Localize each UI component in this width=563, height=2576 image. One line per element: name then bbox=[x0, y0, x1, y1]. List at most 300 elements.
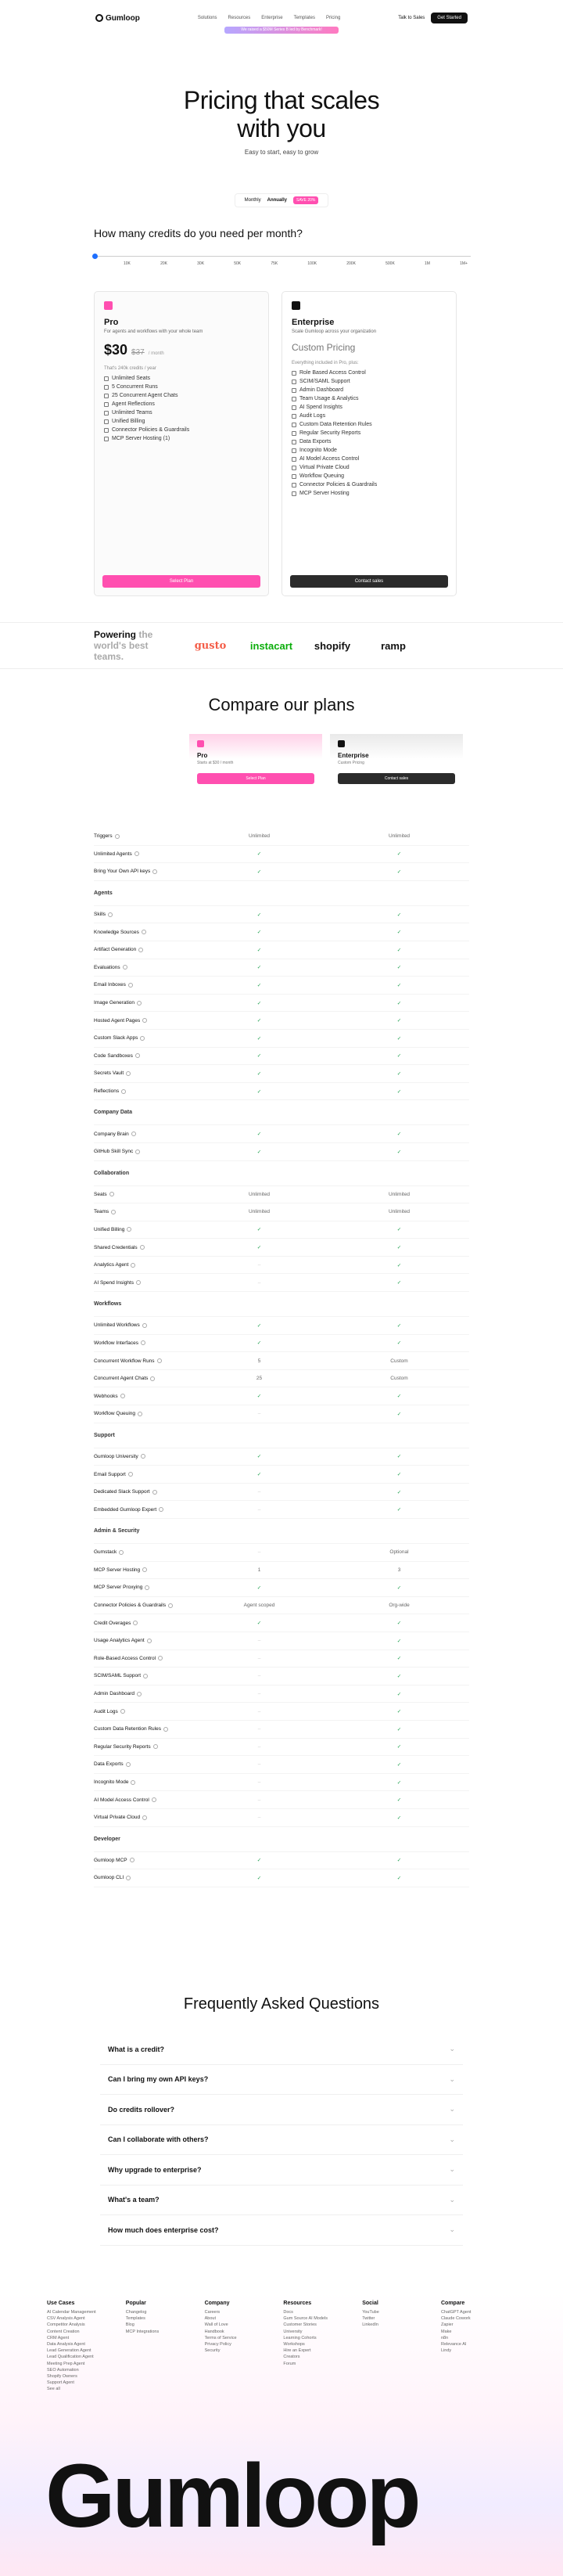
feature-name bbox=[94, 1070, 189, 1076]
feature-label: GitHub Skill Sync bbox=[94, 1149, 134, 1155]
footer-link[interactable]: Creators bbox=[283, 2355, 300, 2360]
table-row bbox=[94, 846, 469, 864]
info-icon[interactable] bbox=[120, 1709, 125, 1714]
footer-link[interactable]: Learning Cohorts bbox=[283, 2335, 317, 2340]
info-icon[interactable] bbox=[138, 948, 143, 952]
feature-label: Secrets Vault bbox=[94, 1070, 124, 1077]
info-icon[interactable] bbox=[137, 1001, 142, 1006]
footer-link[interactable]: Lead Generation Agent bbox=[47, 2348, 91, 2354]
pro-price: $30 bbox=[104, 342, 128, 358]
ramp-logo: ramp bbox=[381, 639, 406, 652]
info-icon[interactable] bbox=[150, 1376, 155, 1381]
feature-name bbox=[94, 1656, 189, 1661]
feature-item bbox=[292, 480, 446, 489]
enterprise-cell: Unlimited bbox=[388, 833, 411, 840]
enterprise-cell: ✓ bbox=[396, 965, 402, 971]
feature-label: MCP Server Hosting bbox=[94, 1567, 141, 1573]
table-row bbox=[94, 1650, 469, 1668]
pro-credit-note: That's 240k credits / year bbox=[104, 366, 156, 371]
info-icon[interactable] bbox=[126, 1071, 131, 1076]
pro-cell: – bbox=[257, 1262, 261, 1268]
feature-label: Reflections bbox=[94, 1088, 120, 1095]
info-icon[interactable] bbox=[135, 1053, 140, 1058]
footer-column-title: Use Cases bbox=[47, 2301, 75, 2306]
feature-label: Agent Reflections bbox=[112, 401, 155, 407]
feature-item bbox=[104, 391, 259, 400]
enterprise-plan-subtitle: Scale Gumloop across your organization bbox=[292, 329, 377, 334]
footer-link[interactable]: Support Agent bbox=[47, 2380, 74, 2386]
footer-link[interactable]: Templates bbox=[125, 2316, 145, 2322]
feature-label: Artifact Generation bbox=[94, 947, 137, 953]
info-icon[interactable] bbox=[136, 1280, 141, 1285]
feature-label: Incognito Mode bbox=[299, 448, 337, 453]
info-icon[interactable] bbox=[147, 1639, 152, 1643]
enterprise-cell: ✓ bbox=[396, 851, 402, 858]
info-icon[interactable] bbox=[120, 1394, 125, 1398]
footer-link[interactable]: Make bbox=[440, 2329, 452, 2334]
slider-tick[interactable]: 1M+ bbox=[460, 261, 468, 266]
credits-slider[interactable] bbox=[92, 254, 471, 266]
feature-label: Shared Credentials bbox=[94, 1244, 138, 1250]
info-icon[interactable] bbox=[159, 1507, 163, 1512]
table-row bbox=[94, 1012, 469, 1030]
enterprise-cell: Custom bbox=[390, 1358, 408, 1364]
enterprise-cell: ✓ bbox=[396, 1322, 402, 1329]
info-icon[interactable] bbox=[142, 930, 146, 934]
slider-tick[interactable]: 10K bbox=[124, 261, 131, 266]
talk-to-sales-link[interactable]: Talk to Sales bbox=[398, 16, 425, 20]
info-icon[interactable] bbox=[126, 1762, 131, 1767]
info-icon[interactable] bbox=[168, 1603, 173, 1608]
feature-name bbox=[94, 1376, 189, 1381]
pro-cell: Unlimited bbox=[248, 1209, 271, 1215]
feature-label: Custom Slack Apps bbox=[94, 1035, 138, 1042]
table-row bbox=[94, 1335, 469, 1353]
table-row bbox=[94, 1317, 469, 1335]
footer-link[interactable]: University bbox=[283, 2329, 303, 2334]
info-icon[interactable] bbox=[131, 1780, 135, 1785]
enterprise-cell: ✓ bbox=[396, 1149, 402, 1155]
enterprise-cell: ✓ bbox=[396, 1726, 402, 1732]
table-row bbox=[94, 1143, 469, 1161]
info-icon[interactable] bbox=[141, 1340, 145, 1345]
slider-tick[interactable]: 500K bbox=[385, 261, 395, 266]
info-icon[interactable] bbox=[131, 1131, 136, 1136]
footer-columns bbox=[47, 2301, 516, 2393]
table-row bbox=[94, 1352, 469, 1370]
feature-label: Code Sandboxes bbox=[94, 1052, 133, 1059]
footer-link[interactable]: Meeting Prep Agent bbox=[47, 2361, 85, 2366]
page-subtitle: Easy to start, easy to grow bbox=[244, 149, 319, 156]
footer-column bbox=[441, 2301, 516, 2393]
info-icon[interactable] bbox=[137, 1692, 142, 1696]
info-icon[interactable] bbox=[152, 1490, 157, 1495]
pro-cell: 1 bbox=[257, 1567, 261, 1573]
table-row bbox=[94, 1721, 469, 1739]
info-icon[interactable] bbox=[142, 1323, 147, 1328]
info-icon[interactable] bbox=[126, 1876, 131, 1880]
feature-item bbox=[104, 400, 259, 408]
info-icon[interactable] bbox=[111, 1210, 116, 1214]
slider-tick[interactable]: 200K bbox=[346, 261, 356, 266]
feature-item bbox=[292, 455, 446, 463]
feature-label: Unlimited Agents bbox=[94, 851, 132, 857]
footer-link[interactable]: Security bbox=[204, 2348, 221, 2354]
info-icon[interactable] bbox=[141, 1454, 145, 1459]
footer-link[interactable]: AI Calendar Management bbox=[47, 2310, 96, 2315]
info-icon[interactable] bbox=[108, 912, 113, 917]
footer-link[interactable]: About bbox=[204, 2316, 216, 2322]
feature-label: Usage Analytics Agent bbox=[94, 1638, 145, 1644]
enterprise-cell: ✓ bbox=[396, 1070, 402, 1077]
credits-question: How many credits do you need per month? bbox=[94, 227, 303, 239]
table-row bbox=[94, 1125, 469, 1143]
info-icon[interactable] bbox=[123, 965, 127, 970]
info-icon[interactable] bbox=[143, 1674, 148, 1678]
enterprise-cell: 3 bbox=[397, 1567, 401, 1573]
info-icon[interactable] bbox=[140, 1245, 145, 1250]
info-icon[interactable] bbox=[140, 1036, 145, 1041]
enterprise-cell: ✓ bbox=[396, 1088, 402, 1095]
pro-cell: – bbox=[257, 1549, 261, 1556]
feature-label: Gumloop University bbox=[94, 1453, 138, 1459]
section-label: Agents bbox=[94, 890, 113, 896]
feature-name bbox=[94, 947, 189, 952]
info-icon[interactable] bbox=[128, 983, 133, 988]
info-icon[interactable] bbox=[142, 1815, 147, 1820]
slider-tick[interactable]: 75K bbox=[271, 261, 278, 266]
info-icon[interactable] bbox=[163, 1727, 168, 1732]
section-label: Developer bbox=[94, 1836, 120, 1842]
footer-link[interactable]: See all bbox=[47, 2387, 60, 2392]
pro-cell: – bbox=[257, 1489, 261, 1495]
pro-cell: ✓ bbox=[256, 1131, 262, 1138]
feature-name bbox=[94, 1280, 189, 1286]
feature-check-icon bbox=[292, 466, 296, 470]
enterprise-cell: ✓ bbox=[396, 1779, 402, 1786]
footer-link[interactable]: Lindy bbox=[440, 2348, 452, 2354]
pro-cell: – bbox=[257, 1506, 261, 1513]
info-icon[interactable] bbox=[134, 851, 139, 856]
pro-cell: ✓ bbox=[256, 965, 262, 971]
feature-check-icon bbox=[104, 394, 109, 398]
feature-name bbox=[94, 1549, 189, 1555]
info-icon[interactable] bbox=[153, 1744, 158, 1749]
feature-item bbox=[292, 472, 446, 480]
info-icon[interactable] bbox=[121, 1089, 126, 1094]
chevron-down-icon: ⌄ bbox=[449, 2195, 455, 2204]
footer-link[interactable]: Blog bbox=[125, 2322, 134, 2328]
info-icon[interactable] bbox=[109, 1192, 114, 1196]
compare-section-header bbox=[94, 1292, 469, 1317]
annually-option[interactable]: Annually bbox=[267, 198, 287, 203]
footer-link[interactable]: LinkedIn bbox=[362, 2322, 378, 2328]
feature-check-icon bbox=[292, 371, 296, 376]
pro-cell: – bbox=[257, 1743, 261, 1750]
compare-enterprise-button[interactable]: Contact sales bbox=[338, 773, 455, 784]
pro-plan-name: Pro bbox=[104, 318, 119, 327]
enterprise-contact-button[interactable]: Contact sales bbox=[290, 575, 448, 588]
faq-item[interactable] bbox=[100, 2215, 463, 2246]
feature-label: Connector Policies & Guardrails bbox=[112, 427, 190, 433]
pro-select-button[interactable]: Select Plan bbox=[102, 575, 260, 588]
get-started-button[interactable]: Get Started bbox=[431, 13, 468, 23]
pro-cell: ✓ bbox=[256, 947, 262, 953]
slider-tick[interactable]: 1M bbox=[424, 261, 430, 266]
feature-label: Company Brain bbox=[94, 1131, 129, 1137]
pro-cell: 5 bbox=[257, 1358, 261, 1364]
footer-link[interactable]: Gum Source AI Models bbox=[283, 2316, 328, 2322]
faq-item[interactable] bbox=[100, 2065, 463, 2096]
feature-label: Evaluations bbox=[94, 964, 120, 970]
tagline-rest: the world's best teams. bbox=[94, 629, 153, 662]
pro-old-price: $37 bbox=[131, 348, 145, 357]
info-icon[interactable] bbox=[127, 1227, 131, 1232]
enterprise-cell: ✓ bbox=[396, 1340, 402, 1347]
table-row bbox=[94, 1632, 469, 1650]
pro-cell: ✓ bbox=[256, 1621, 262, 1627]
faq-list bbox=[100, 2035, 463, 2246]
info-icon[interactable] bbox=[131, 1263, 135, 1268]
billing-toggle[interactable] bbox=[235, 193, 328, 207]
footer-link[interactable]: Relevance AI bbox=[440, 2342, 467, 2348]
table-row bbox=[94, 1048, 469, 1066]
nav-templates[interactable]: Templates bbox=[293, 16, 315, 20]
faq-question: What's a team? bbox=[108, 2196, 160, 2204]
footer-link[interactable]: Shopify Owners bbox=[47, 2374, 77, 2380]
compare-section-header bbox=[94, 1827, 469, 1852]
slider-ticks bbox=[124, 261, 468, 266]
footer-column-title: Company bbox=[204, 2301, 230, 2306]
footer-link[interactable]: Careers bbox=[204, 2310, 221, 2315]
info-icon[interactable] bbox=[119, 1550, 124, 1555]
nav-resources[interactable]: Resources bbox=[228, 16, 251, 20]
feature-label: Connector Policies & Guardrails bbox=[94, 1603, 167, 1609]
enterprise-cell: ✓ bbox=[396, 1656, 402, 1662]
enterprise-cell: Custom bbox=[390, 1376, 408, 1382]
feature-name bbox=[94, 851, 189, 857]
table-row bbox=[94, 1614, 469, 1632]
enterprise-cell: ✓ bbox=[396, 1621, 402, 1627]
pro-cell: – bbox=[257, 1691, 261, 1697]
feature-name bbox=[94, 1035, 189, 1041]
feature-item bbox=[292, 429, 446, 437]
footer-link[interactable]: Terms of Service bbox=[204, 2335, 237, 2340]
feature-label: Workflow Queuing bbox=[94, 1411, 135, 1417]
footer-link[interactable]: Wall of Love bbox=[204, 2322, 228, 2328]
pro-cell: ✓ bbox=[256, 851, 262, 858]
feature-label: Custom Data Retention Rules bbox=[299, 422, 372, 427]
feature-item bbox=[292, 446, 446, 455]
pro-cell: – bbox=[257, 1761, 261, 1768]
footer-link[interactable]: Twitter bbox=[362, 2316, 375, 2322]
pro-cell: ✓ bbox=[256, 1394, 262, 1400]
feature-label: Connector Policies & Guardrails bbox=[299, 482, 378, 487]
feature-label: Email Support bbox=[94, 1471, 126, 1477]
footer-link[interactable]: Changelog bbox=[125, 2310, 147, 2315]
pro-cell: ✓ bbox=[256, 1018, 262, 1024]
footer-link[interactable]: CSV Analysis Agent bbox=[47, 2316, 85, 2322]
feature-name bbox=[94, 1192, 189, 1197]
pro-plan-icon bbox=[104, 301, 113, 310]
table-row bbox=[94, 1579, 469, 1597]
table-row bbox=[94, 863, 469, 881]
feature-name bbox=[94, 1726, 189, 1732]
feature-item bbox=[292, 463, 446, 472]
section-label: Collaboration bbox=[94, 1170, 130, 1176]
feature-name bbox=[94, 1000, 189, 1006]
table-row bbox=[94, 1501, 469, 1519]
footer-column-title: Compare bbox=[440, 2301, 465, 2306]
compare-section-header bbox=[94, 1423, 469, 1448]
feature-label: Webhooks bbox=[94, 1393, 118, 1399]
feature-name bbox=[94, 833, 189, 839]
brand-logo[interactable] bbox=[95, 14, 140, 23]
info-icon[interactable] bbox=[157, 1358, 162, 1363]
table-row bbox=[94, 1756, 469, 1774]
save-badge: SAVE 20% bbox=[293, 196, 318, 204]
footer-link[interactable]: Content Creation bbox=[47, 2329, 80, 2334]
info-icon[interactable] bbox=[145, 1585, 149, 1590]
table-row bbox=[94, 1562, 469, 1580]
feature-name bbox=[94, 1779, 189, 1785]
enterprise-cell: ✓ bbox=[396, 1411, 402, 1417]
slider-tick[interactable]: 20K bbox=[160, 261, 167, 266]
footer-link[interactable]: SEO Automation bbox=[47, 2367, 79, 2373]
faq-item[interactable] bbox=[100, 2155, 463, 2186]
feature-name bbox=[94, 1673, 189, 1678]
compare-pro-button[interactable]: Select Plan bbox=[197, 773, 314, 784]
faq-item[interactable] bbox=[100, 2125, 463, 2156]
chevron-down-icon: ⌄ bbox=[449, 2165, 455, 2174]
footer-link[interactable]: Workshops bbox=[283, 2342, 305, 2348]
footer-link[interactable]: Zapier bbox=[440, 2322, 454, 2328]
footer-link[interactable]: Forum bbox=[283, 2361, 296, 2366]
feature-check-icon bbox=[104, 411, 109, 416]
slider-tick[interactable]: 50K bbox=[234, 261, 242, 266]
monthly-option[interactable]: Monthly bbox=[244, 198, 261, 203]
compare-enterprise-sub: Custom Pricing bbox=[338, 761, 364, 765]
slider-tick[interactable]: 30K bbox=[197, 261, 205, 266]
feature-label: Bring Your Own API keys bbox=[94, 869, 151, 875]
compare-section-header bbox=[94, 881, 469, 906]
footer-link[interactable]: n8n bbox=[440, 2335, 449, 2340]
enterprise-cell: ✓ bbox=[396, 1673, 402, 1679]
footer-column-title: Social bbox=[362, 2301, 378, 2306]
compare-pro-sub: Starts at $30 / month bbox=[197, 761, 234, 765]
feature-label: MCP Server Hosting (1) bbox=[112, 436, 170, 441]
compare-section-header bbox=[94, 1100, 469, 1125]
feature-name bbox=[94, 1638, 189, 1643]
slider-thumb[interactable] bbox=[92, 254, 98, 259]
feature-name bbox=[94, 1340, 189, 1346]
footer-link[interactable]: Customer Stories bbox=[283, 2322, 317, 2328]
info-icon[interactable] bbox=[135, 1149, 140, 1154]
pro-cell: ✓ bbox=[256, 1454, 262, 1460]
footer-link[interactable]: Lead Qualification Agent bbox=[47, 2355, 94, 2360]
faq-item[interactable] bbox=[100, 2035, 463, 2065]
footer-link[interactable]: Hire an Expert bbox=[283, 2348, 311, 2354]
info-icon[interactable] bbox=[128, 1472, 133, 1477]
compare-title: Compare our plans bbox=[208, 695, 355, 714]
footer-link[interactable]: ChatGPT Agent bbox=[440, 2310, 472, 2315]
top-nav bbox=[92, 9, 471, 27]
enterprise-cell: ✓ bbox=[396, 912, 402, 918]
footer-link[interactable]: Docs bbox=[283, 2310, 293, 2315]
table-row bbox=[94, 1405, 469, 1423]
section-label: Company Data bbox=[94, 1110, 133, 1116]
feature-check-icon bbox=[292, 414, 296, 419]
feature-label: Concurrent Agent Chats bbox=[94, 1376, 149, 1382]
table-row bbox=[94, 995, 469, 1013]
pro-cell: ✓ bbox=[256, 982, 262, 988]
feature-name bbox=[94, 1131, 189, 1137]
info-icon[interactable] bbox=[158, 1656, 163, 1660]
feature-check-icon bbox=[292, 491, 296, 496]
enterprise-cell: ✓ bbox=[396, 1761, 402, 1768]
footer-link[interactable]: CRM Agent bbox=[47, 2335, 70, 2340]
feature-label: Seats bbox=[94, 1191, 107, 1197]
footer-link[interactable]: Handbook bbox=[204, 2329, 224, 2334]
feature-label: 5 Concurrent Runs bbox=[112, 384, 158, 390]
feature-name bbox=[94, 1797, 189, 1803]
pro-cell: ✓ bbox=[256, 1000, 262, 1006]
info-icon[interactable] bbox=[142, 1018, 147, 1023]
info-icon[interactable] bbox=[152, 869, 157, 874]
info-icon[interactable] bbox=[133, 1621, 138, 1625]
info-icon[interactable] bbox=[115, 834, 120, 839]
enterprise-cell: ✓ bbox=[396, 982, 402, 988]
announcement-banner[interactable]: We raised a $50M Series B led by Benchmark! bbox=[224, 27, 339, 34]
faq-item[interactable] bbox=[100, 2095, 463, 2125]
footer-link[interactable]: Competitor Analysis bbox=[47, 2322, 85, 2328]
pro-cell: – bbox=[257, 1655, 261, 1661]
footer-link[interactable]: Claude Cowork bbox=[440, 2316, 471, 2322]
info-icon[interactable] bbox=[138, 1412, 142, 1416]
nav-solutions[interactable]: Solutions bbox=[197, 16, 217, 20]
nav-enterprise[interactable]: Enterprise bbox=[261, 16, 283, 20]
footer-link[interactable]: Privacy Policy bbox=[204, 2342, 231, 2348]
info-icon[interactable] bbox=[152, 1797, 156, 1802]
table-row bbox=[94, 828, 469, 846]
enterprise-cell: ✓ bbox=[396, 1709, 402, 1715]
footer-link[interactable]: Data Analysis Agent bbox=[47, 2342, 85, 2348]
slider-tick[interactable]: 100K bbox=[307, 261, 317, 266]
nav-pricing[interactable]: Pricing bbox=[325, 16, 341, 20]
slider-track[interactable] bbox=[92, 256, 471, 257]
feature-check-icon bbox=[104, 385, 109, 390]
footer-column-title: Popular bbox=[125, 2301, 146, 2306]
compare-pro-header bbox=[189, 734, 322, 797]
footer-link[interactable]: MCP Integrations bbox=[125, 2329, 160, 2334]
feature-item bbox=[292, 386, 446, 394]
feature-label: Teams bbox=[94, 1209, 109, 1215]
info-icon[interactable] bbox=[142, 1567, 147, 1572]
info-icon[interactable] bbox=[130, 1858, 134, 1862]
feature-label: SCIM/SAML Support bbox=[94, 1673, 142, 1679]
feature-label: Dedicated Slack Support bbox=[94, 1489, 150, 1495]
feature-label: Gumloop CLI bbox=[94, 1875, 124, 1881]
feature-check-icon bbox=[104, 402, 109, 407]
table-row bbox=[94, 923, 469, 941]
table-row bbox=[94, 1203, 469, 1221]
feature-item bbox=[104, 434, 259, 443]
feature-check-icon bbox=[292, 423, 296, 427]
feature-label: Team Usage & Analytics bbox=[299, 396, 359, 401]
compare-section-header bbox=[94, 1519, 469, 1544]
footer-link[interactable]: YouTube bbox=[362, 2310, 379, 2315]
faq-item[interactable] bbox=[100, 2186, 463, 2216]
